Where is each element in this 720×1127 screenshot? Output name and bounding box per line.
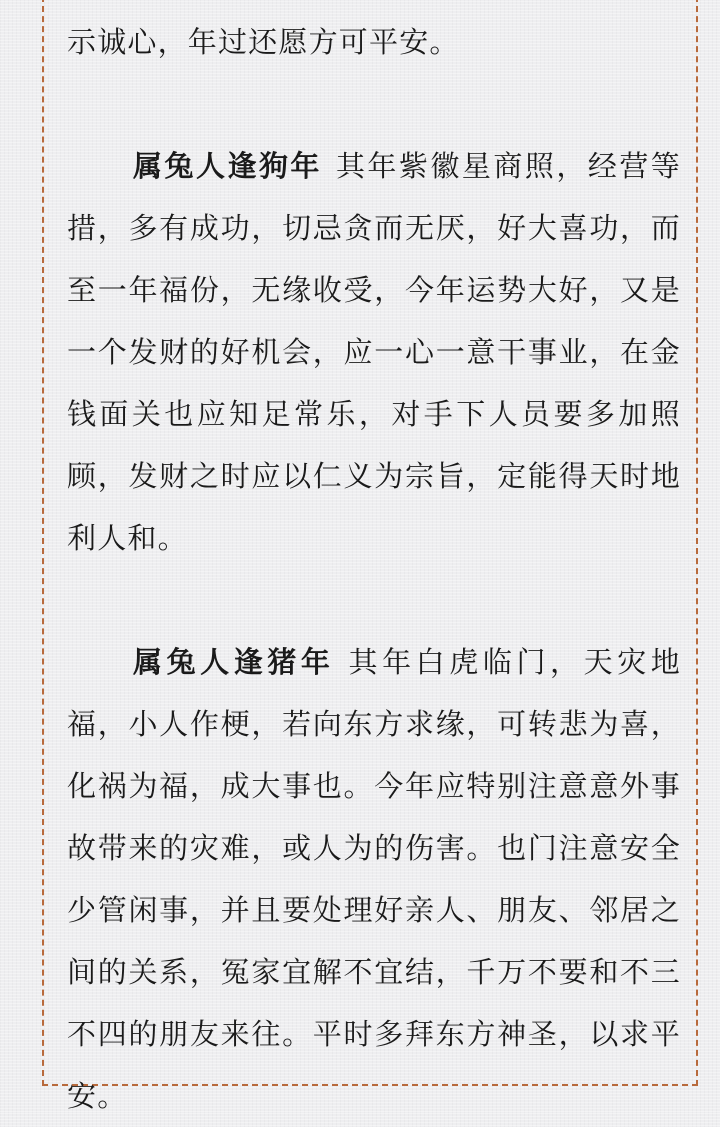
paragraph-gap (67, 73, 681, 135)
paragraph-text: 其年紫徽星商照，经营等措，多有成功，切忌贪而无厌，好大喜功，而至一年福份，无缘收受，今年运势大好，又是一个发财的好机会，应一心一意干事业，在金钱面关也应知足常乐，对手下人员要多加照顾，发财之时应以仁义为宗旨，定能得天时地利人和。 (67, 149, 682, 555)
paragraph-pig-year (67, 631, 681, 1127)
paragraph-heading: 属兔人逢猪年 (133, 645, 335, 679)
paragraph-dog-year (67, 135, 681, 569)
paragraph-heading: 属兔人逢狗年 (133, 149, 322, 183)
paragraph-continued (67, 11, 681, 73)
paragraph-text: 示诚心，年过还愿方可平安。 (67, 25, 460, 59)
paragraph-text: 其年白虎临门，天灾地福，小人作梗，若向东方求缘，可转悲为喜，化祸为福，成大事也。今年应特别注意意外事故带来的灾难，或人为的伤害。也门注意安全少管闲事，并且要处理好亲人、朋友、邻居之间的关系，冤家宜解不宜结，千万不要和不三不四的朋友来往。平时多拜东方神圣，以求平安。 (67, 645, 681, 1113)
paragraph-gap (67, 569, 681, 631)
article-body (67, 11, 681, 1127)
